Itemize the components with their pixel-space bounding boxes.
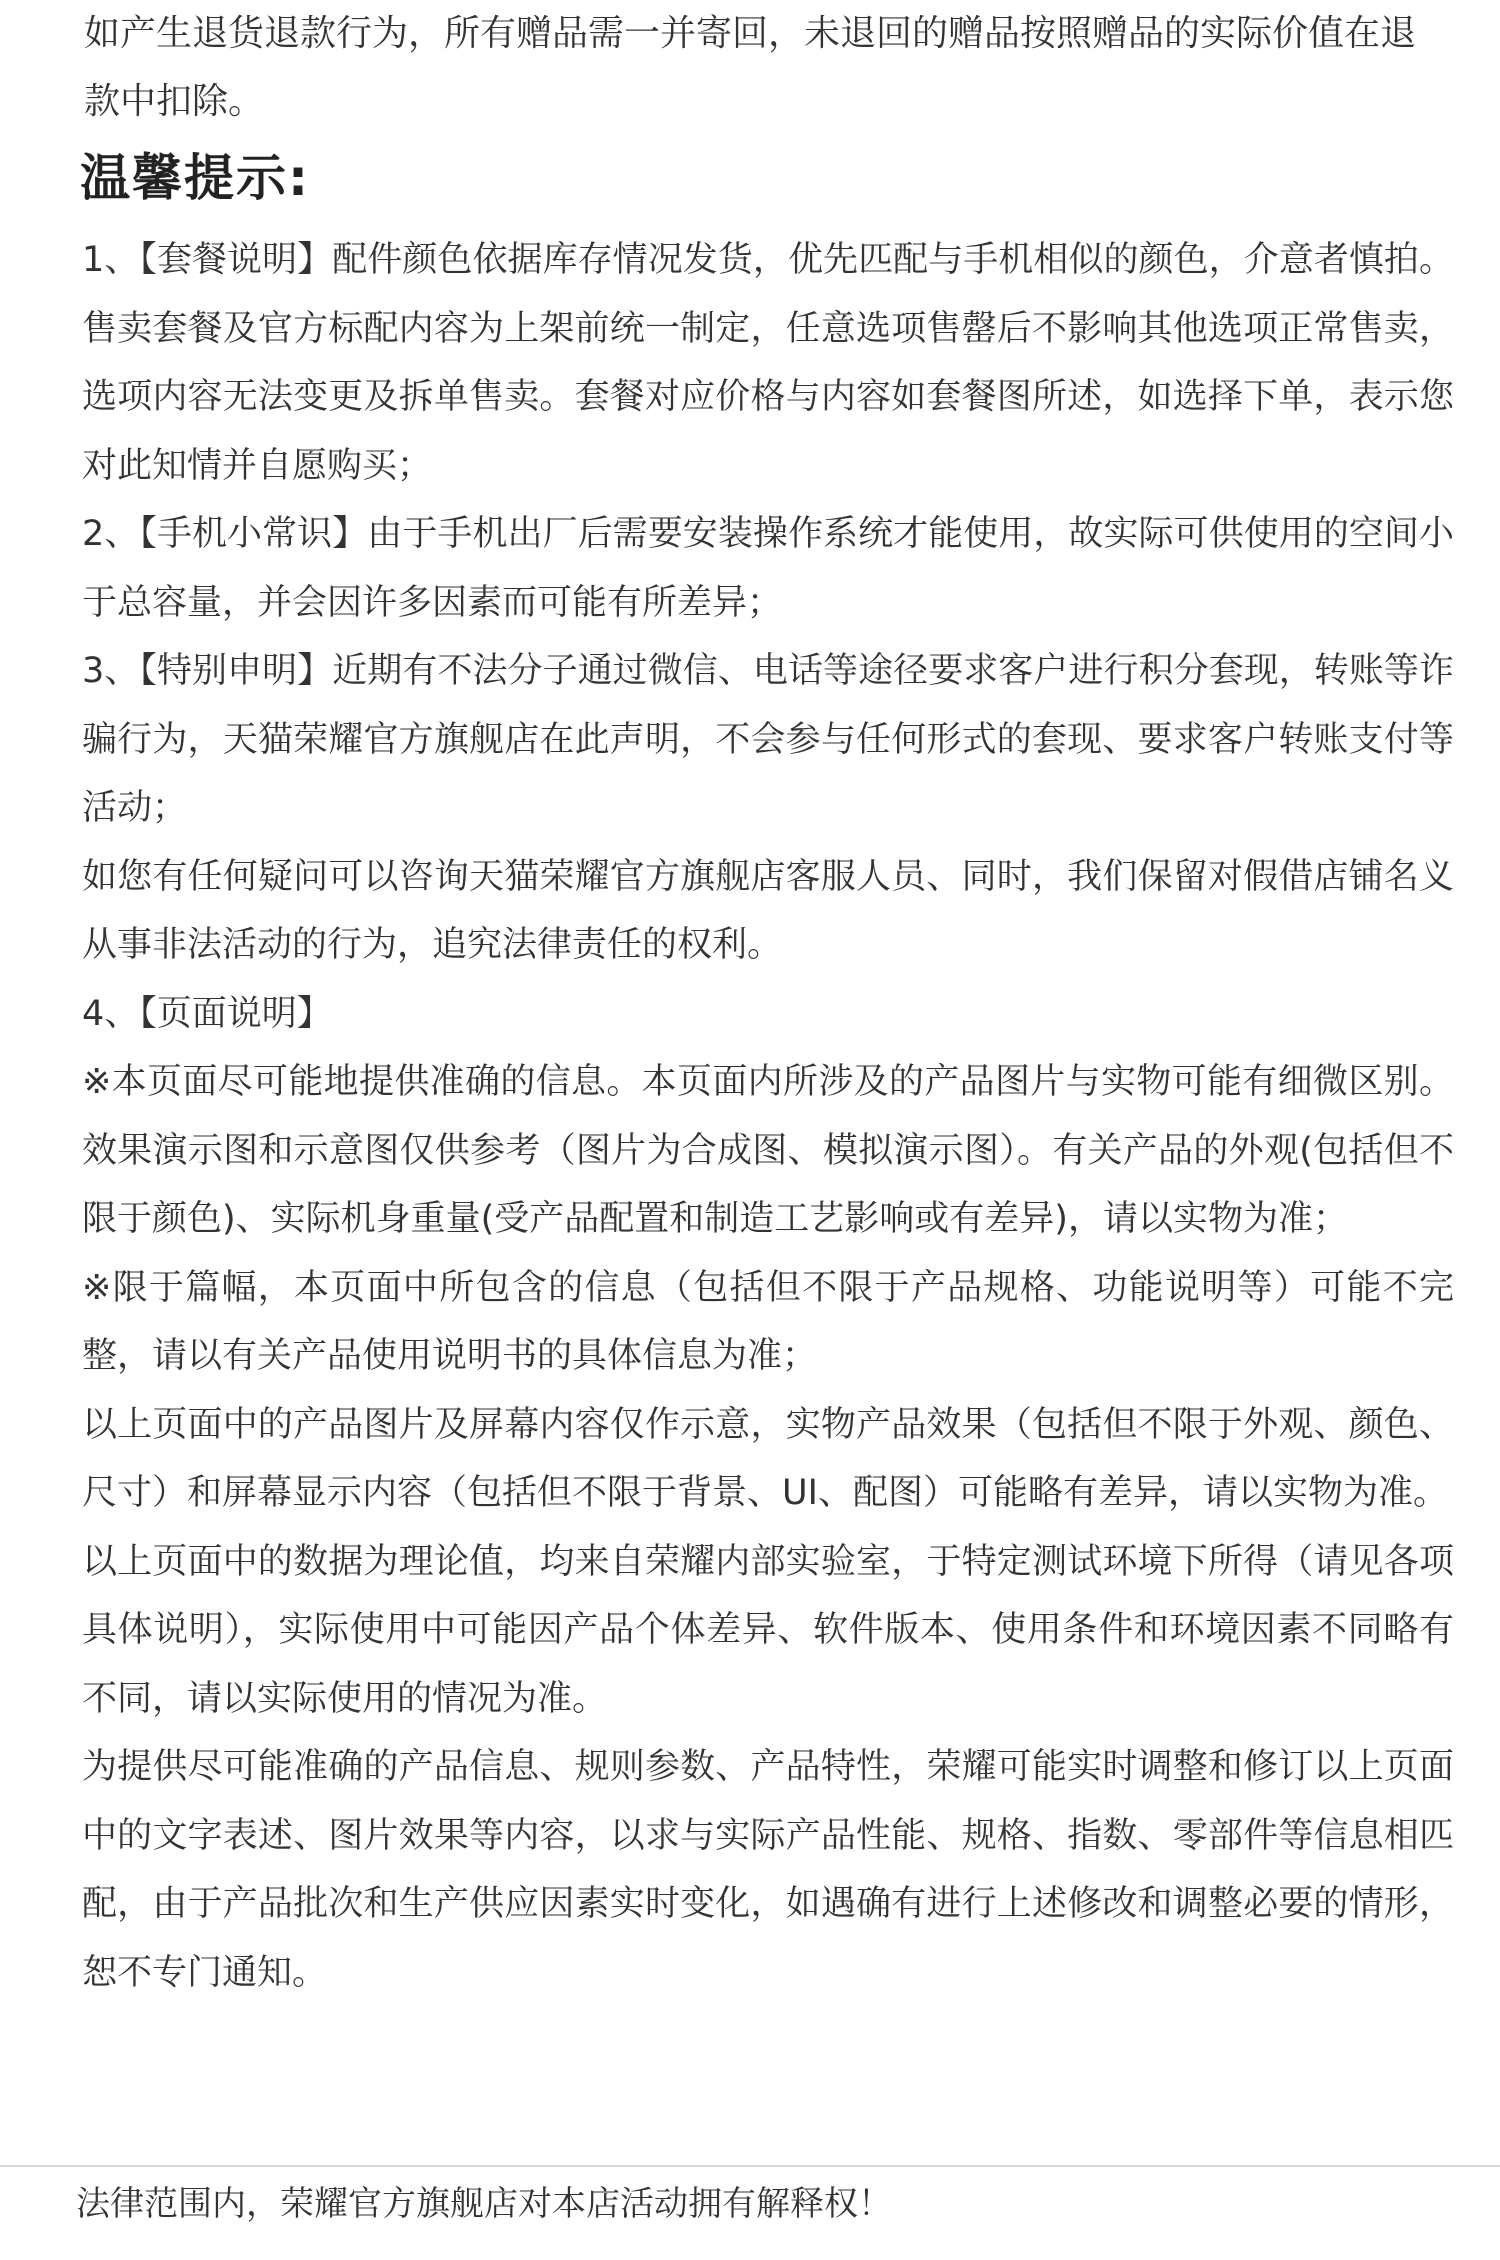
footer-divider xyxy=(0,2165,1500,2167)
tip-customer-service-note: 如您有任何疑问可以咨询天猫荣耀官方旗舰店客服人员、同时，我们保留对假借店铺名义从事非法活动的行为，追究法律责任的权利。 xyxy=(82,856,1454,965)
tip-content-revision: 为提供尽可能准确的产品信息、规则参数、产品特性，荣耀可能实时调整和修订以上页面中的文字表述、图片效果等内容，以求与实际产品性能、规格、指数、零部件等信息相匹配，由于产品批次和生产供应因素实时变化，如遇确有进行上述修改和调整必要的情形，恕不专门通知。 xyxy=(82,1747,1454,1993)
tip-package-description: 1、【套餐说明】配件颜色依据库存情况发货，优先匹配与手机相似的颜色，介意者慎拍。售卖套餐及官方标配内容为上架前统一制定，任意选项售罄后不影响其他选项正常售卖，选项内容无法变更及拆单售卖。套餐对应价格与内容如套餐图所述，如选择下单，表示您对此知情并自愿购买； xyxy=(82,240,1454,486)
tip-theoretical-data: 以上页面中的数据为理论值，均来自荣耀内部实验室，于特定测试环境下所得（请见各项具体说明），实际使用中可能因产品个体差异、软件版本、使用条件和环境因素不同略有不同，请以实际使用的情况为准。 xyxy=(82,1541,1454,1719)
tip-special-statement: 3、【特别申明】近期有不法分子通过微信、电话等途径要求客户进行积分套现，转账等诈骗行为，天猫荣耀官方旗舰店在此声明，不会参与任何形式的套现、要求客户转账支付等活动； xyxy=(82,651,1454,828)
tip-page-description-heading: 4、【页面说明】 xyxy=(82,993,332,1034)
return-policy-text: 如产生退货退款行为，所有赠品需一并寄回，未退回的赠品按照赠品的实际价值在退款中扣除。 xyxy=(84,13,1417,122)
tip-image-illustration: 以上页面中的产品图片及屏幕内容仅作示意，实物产品效果（包括但不限于外观、颜色、尺寸）和屏幕显示内容（包括但不限于背景、UI、配图）可能略有差异，请以实物为准。 xyxy=(82,1404,1454,1513)
tip-page-accuracy: ※本页面尽可能地提供准确的信息。本页面内所涉及的产品图片与实物可能有细微区别。效果演示图和示意图仅供参考（图片为合成图、模拟演示图）。有关产品的外观(包括但不限于颜色)、实际机身重量(受产品配置和制造工艺影响或有差异)，请以实物为准； xyxy=(82,1062,1454,1239)
footer-interpretation-right: 法律范围内，荣耀官方旗舰店对本店活动拥有解释权！ xyxy=(76,2184,892,2224)
tip-page-length-limit: ※限于篇幅，本页面中所包含的信息（包括但不限于产品规格、功能说明等）可能不完整，请以有关产品使用说明书的具体信息为准； xyxy=(82,1267,1454,1376)
tips-list xyxy=(82,226,1454,2007)
tips-title: 温馨提示: xyxy=(80,149,310,207)
tip-phone-knowledge: 2、【手机小常识】由于手机出厂后需要安装操作系统才能使用，故实际可供使用的空间小于总容量，并会因许多因素而可能有所差异； xyxy=(82,514,1454,623)
